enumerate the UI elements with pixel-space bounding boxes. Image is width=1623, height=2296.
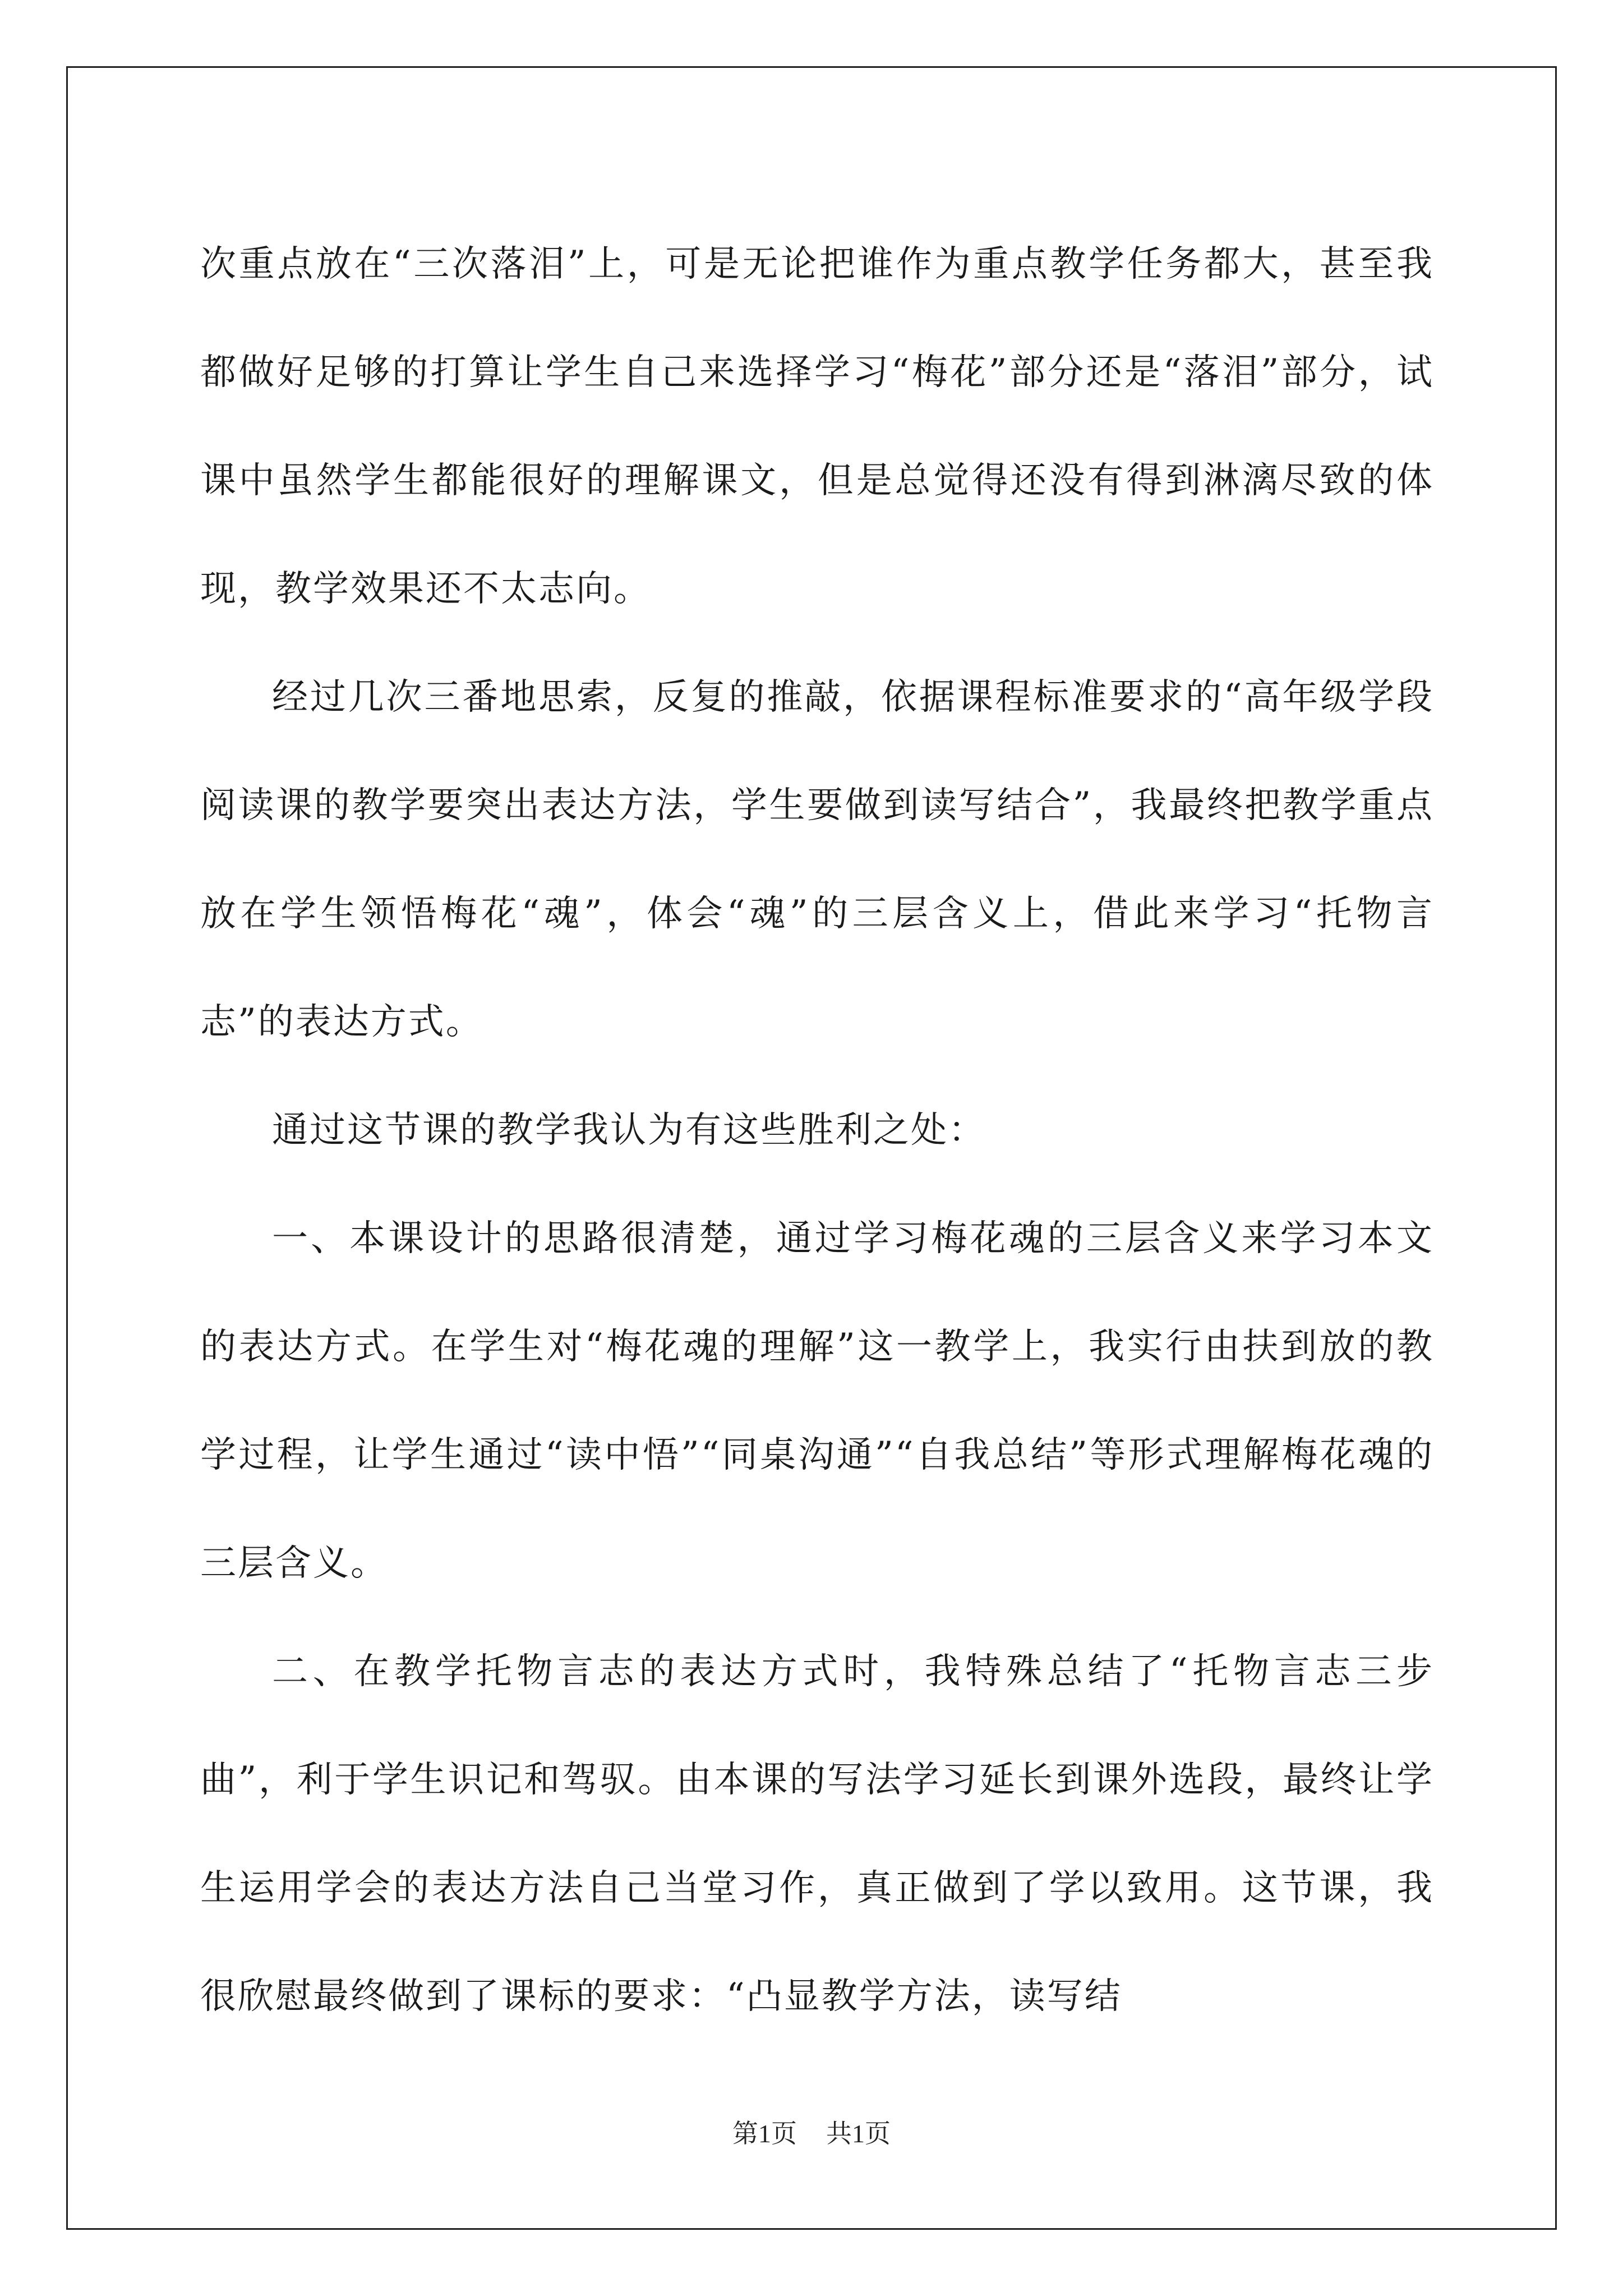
paragraph-4: 一、本课设计的思路很清楚，通过学习梅花魂的三层含义来学习本文的表达方式。在学生对“梅花魂的理解”这一教学上，我实行由扶到放的教学过程，让学生通过“读中悟”“同桌沟通”“自我总结”等形式理解梅花魂的三层含义。 — [200, 1218, 1434, 1584]
paragraph-1: 次重点放在“三次落泪”上，可是无论把谁作为重点教学任务都大，甚至我都做好足够的打算让学生自己来选择学习“梅花”部分还是“落泪”部分，试课中虽然学生都能很好的理解课文，但是总觉得还没有得到淋漓尽致的体现，教学效果还不太志向。 — [200, 243, 1434, 610]
page-footer — [0, 2117, 1623, 2151]
paragraph-3: 通过这节课的教学我认为有这些胜利之处： — [272, 1110, 986, 1151]
paragraph-2: 经过几次三番地思索，反复的推敲，依据课程标准要求的“高年级学段阅读课的教学要突出表达方法，学生要做到读写结合”，我最终把教学重点放在学生领悟梅花“魂”，体会“魂”的三层含义上，借此来学习“托物言志”的表达方式。 — [200, 677, 1434, 1043]
paragraph-5: 二、在教学托物言志的表达方式时，我特殊总结了“托物言志三步曲”，利于学生识记和驾驭。由本课的写法学习延长到课外选段，最终让学生运用学会的表达方法自己当堂习作，真正做到了学以致用。这节课，我很欣慰最终做到了课标的要求：“凸显教学方法，读写结 — [200, 1651, 1434, 2017]
document-body — [200, 210, 1434, 2051]
page-number: 第1页 — [732, 2119, 797, 2148]
page-total: 共1页 — [826, 2119, 891, 2148]
